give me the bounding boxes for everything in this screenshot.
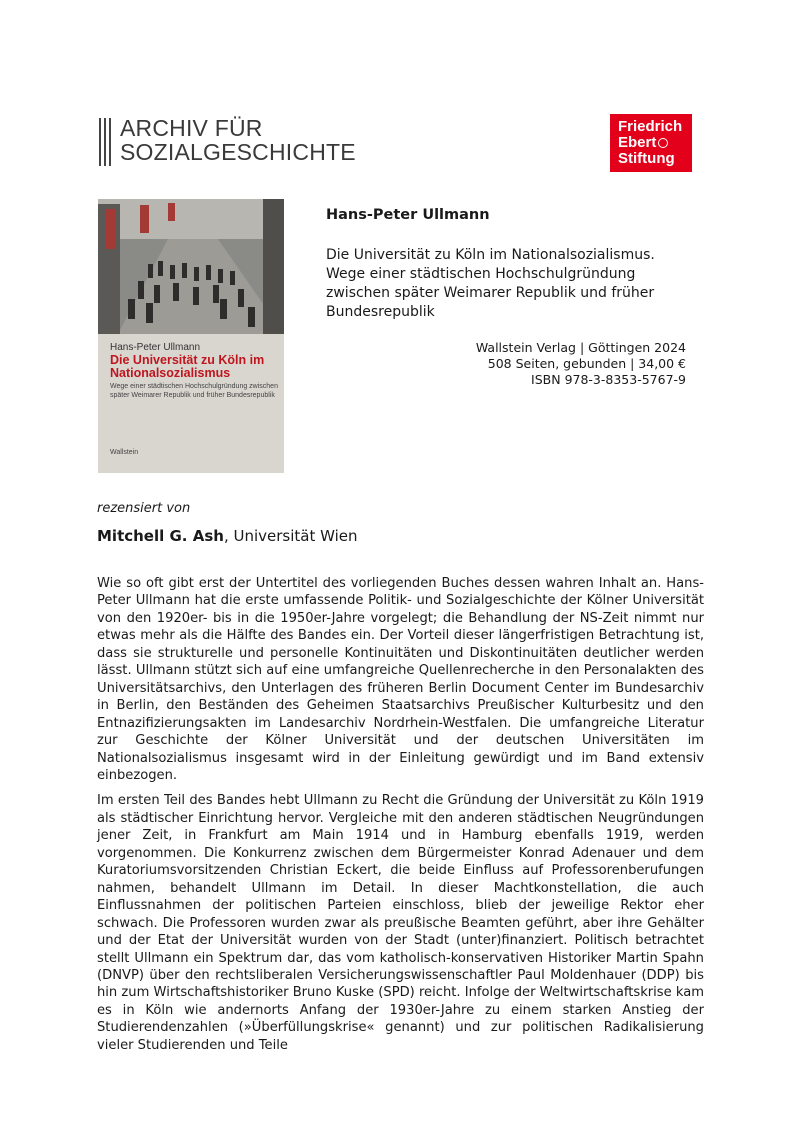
cover-photo [98, 199, 284, 334]
globe-icon [658, 138, 668, 148]
review-body [97, 575, 704, 1062]
journal-name-line2: SOZIALGESCHICHTE [120, 139, 356, 165]
book-details: 508 Seiten, gebunden | 34,00 € [487, 356, 686, 371]
book-cover [98, 199, 284, 473]
paragraph: Im ersten Teil des Bandes hebt Ullmann zu Recht die Gründung der Universität zu Köln 1919 als städtischer Einrichtung hervor. Vergleiche mit den anderen städtischen Neugründungen jener Zeit, in Frankfurt am Main 1914 und in Hamburg ebenfalls 1919, werden vorgenommen. Die Konkurrenz zwischen dem Bürgermeister Konrad Adenauer und dem Kuratoriumsvorsitzenden Christian Eckert, die beide Einfluss auf Professorenberufungen nahmen, behandelt Ullmann im Detail. In dieser Machtkonstellation, die auch Einflussnahmen der politischen Parteien einschloss, blieb der jeweilige Rektor eher schwach. Die Professoren wurden zwar als preußische Beamten geführt, aber ihre Gehälter und der Etat der Universität wurden von der Stadt (unter)finanziert. Politisch betrachtet stellt Ullmann ein Spektrum dar, das vom katholisch-konservativen Historiker Martin Spahn (DNVP) über den rechtsliberalen Versicherungswissenschaftler Paul Moldenhauer (DDP) bis hin zum Wirtschaftshistoriker Bruno Kuske (SPD) reicht. Infolge der Weltwirtschaftskrise kam es in Köln wie andernorts Anfang der 1930er-Jahre zu einem starken Anstieg der Studierendenzahlen (»Überfüllungskrise« genannt) und zur politischen Radikalisierung vieler Studierenden und Teile [97, 793, 704, 1053]
cover-publisher: Wallstein [110, 449, 139, 456]
reviewer [97, 527, 358, 545]
book-title: Die Universität zu Köln im Nationalsozialismus. Wege einer städtischen Hochschulgründung zwischen später Weimarer Republik und früher Bundesrepublik [326, 247, 655, 320]
publication-info [476, 340, 686, 388]
cover-author: Hans-Peter Ullmann [110, 342, 201, 353]
foundation-name-line1: Friedrich [618, 118, 683, 135]
reviewer-name: Mitchell G. Ash [97, 527, 224, 545]
foundation-name-line2: Ebert [618, 134, 657, 151]
reviewed-by-label: rezensiert von [97, 501, 191, 516]
cover-subtitle: Wege einer städtischen Hochschulgründung zwischen später Weimarer Republik und früher Bundesrepublik [110, 383, 278, 399]
cover-title: Die Universität zu Köln im Nationalsozialismus [110, 353, 265, 380]
foundation-name-line3: Stiftung [618, 150, 675, 167]
paragraph: Wie so oft gibt erst der Untertitel des vorliegenden Buches dessen wahren Inhalt an. Hans-Peter Ullmann hat die erste umfassende Politik- und Sozialgeschichte der Kölner Universität von den 1920er- bis in die 1950er-Jahre vorgelegt; die Behandlung der NS-Zeit nimmt nur etwas mehr als die Hälfte des Bandes ein. Der Vorteil dieser längerfristigen Betrachtung ist, dass sie strukturelle und personelle Kontinuitäten und Diskontinuitäten deutlicher werden lässt. Ullmann stützt sich auf eine umfangreiche Quellenrecherche in den Personalakten des Universitätsarchivs, den Unterlagen des früheren Berlin Document Center im Bundesarchiv in Berlin, den Beständen des Geheimen Staatsarchivs Preußischer Kulturbesitz und den Entnazifizierungsakten im Landesarchiv Nordrhein-Westfalen. Die umfangreiche Literatur zur Geschichte der Kölner Universität und der deutschen Universitäten im Nationalsozialismus insgesamt wird in der Einleitung gewürdigt und im Band extensiv einbezogen. [97, 576, 704, 783]
journal-logo [99, 116, 356, 166]
book-author: Hans-Peter Ullmann [326, 207, 490, 223]
logo-bars-icon [99, 118, 111, 166]
foundation-logo [610, 114, 692, 172]
journal-name-line1: ARCHIV FÜR [120, 115, 263, 141]
publisher: Wallstein Verlag | Göttingen 2024 [475, 340, 686, 355]
reviewer-affiliation: , Universität Wien [223, 527, 358, 545]
isbn: ISBN 978-3-8353-5767-9 [531, 372, 686, 387]
